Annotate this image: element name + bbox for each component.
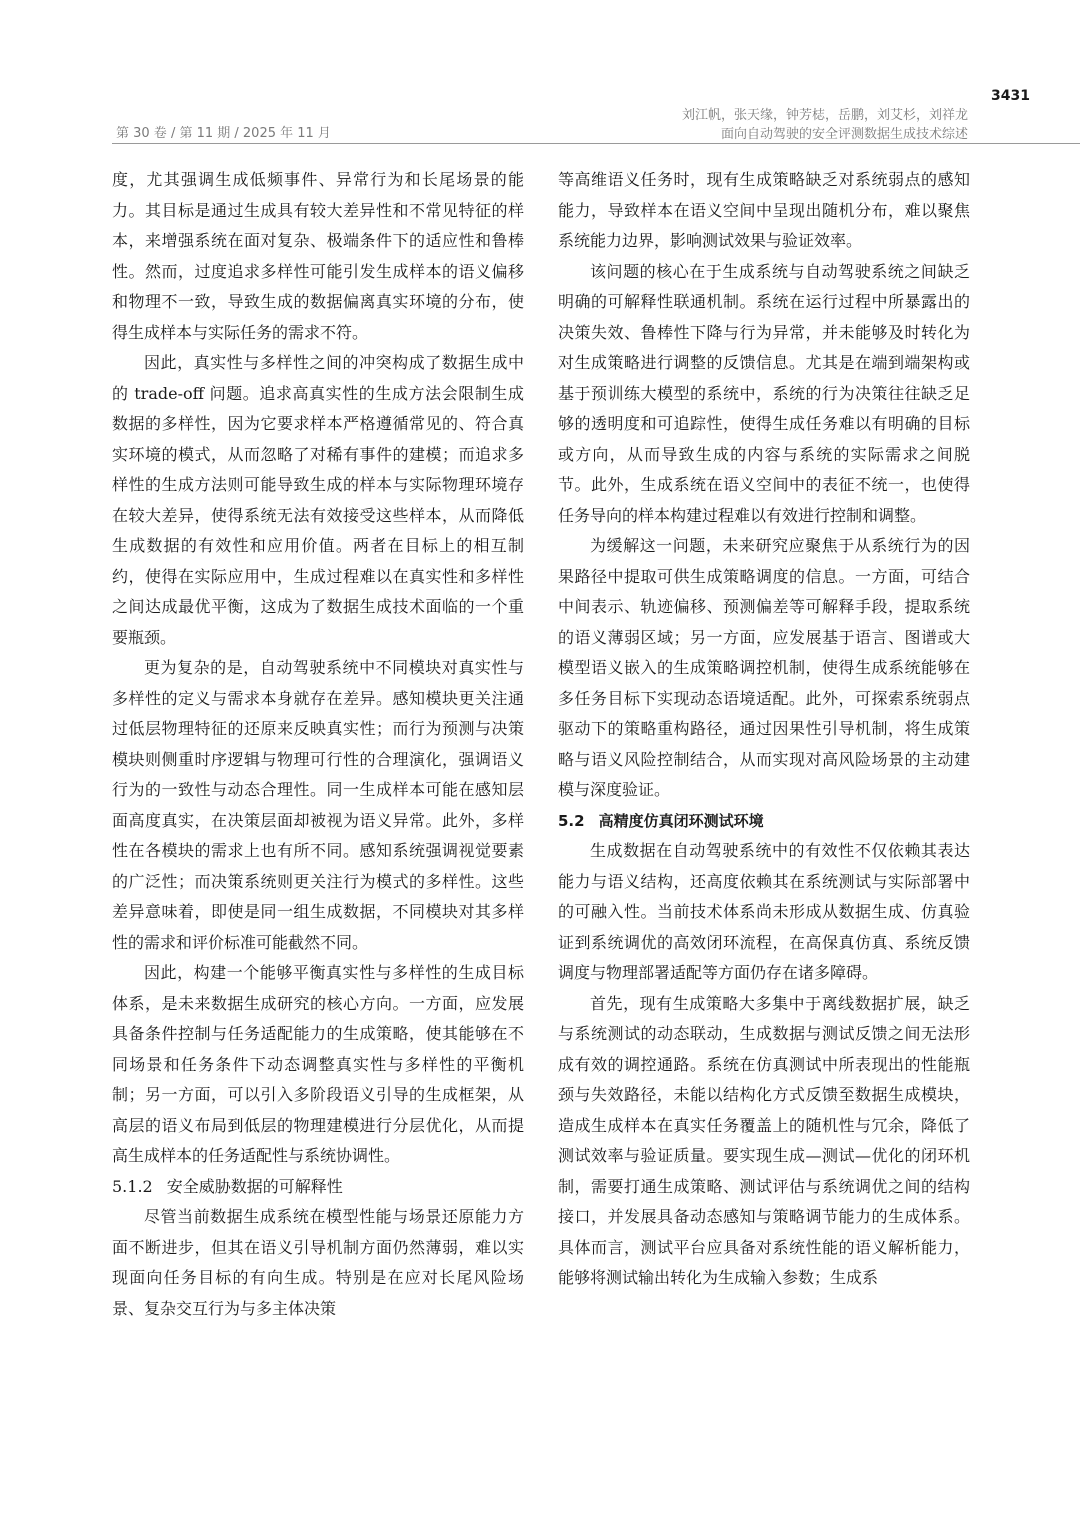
page-number: 3431 xyxy=(991,88,1030,104)
paragraph: 尽管当前数据生成系统在模型性能与场景还原能力方面不断进步，但其在语义引导机制方面仍然薄弱，难以实现面向任务目标的有向生成。特别是在应对长尾风险场景、复杂交互行为与多主体决策 xyxy=(112,1207,524,1318)
paragraph: 因此，构建一个能够平衡真实性与多样性的生成目标体系，是未来数据生成研究的核心方向。一方面，应发展具备条件控制与任务适配能力的生成策略，使其能够在不同场景和任务条件下动态调整真实性与多样性的平衡机制；另一方面，可以引入多阶段语义引导的生成框架，从高层的语义布局到低层的物理建模进行分层优化，从而提高生成样本的任务适配性与系统协调性。 xyxy=(112,963,524,1165)
left-column xyxy=(112,165,524,1324)
paragraph: 等高维语义任务时，现有生成策略缺乏对系统弱点的感知能力，导致样本在语义空间中呈现出随机分布，难以聚焦系统能力边界，影响测试效果与验证效率。 xyxy=(558,170,970,250)
paragraph: 更为复杂的是，自动驾驶系统中不同模块对真实性与多样性的定义与需求本身就存在差异。感知模块更关注通过低层物理特征的还原来反映真实性；而行为预测与决策模块则侧重时序逻辑与物理可行性的合理演化，强调语义行为的一致性与动态合理性。同一生成样本可能在感知层面高度真实，在决策层面却被视为语义异常。此外，多样性在各模块的需求上也有所不同。感知系统强调视觉要素的广泛性；而决策系统则更关注行为模式的多样性。这些差异意味着，即使是同一组生成数据，不同模块对其多样性的需求和评价标准可能截然不同。 xyxy=(112,658,524,952)
section-number: 5.2 xyxy=(558,811,585,830)
section-title: 高精度仿真闭环测试环境 xyxy=(598,811,764,830)
authors: 刘江帆，张天缘，钟芳梽，岳鹏，刘艾杉，刘祥龙 xyxy=(681,108,968,123)
page-header xyxy=(0,0,1080,150)
paragraph: 为缓解这一问题，未来研究应聚焦于从系统行为的因果路径中提取可供生成策略调度的信息。一方面，可结合中间表示、轨迹偏移、预测偏差等可解释手段，提取系统的语义薄弱区域；另一方面，应发展基于语言、图谱或大模型语义嵌入的生成策略调控机制，使得生成系统能够在多任务目标下实现动态语境适配。此外，可探索系统弱点驱动下的策略重构路径，通过因果性引导机制，将生成策略与语义风险控制结合，从而实现对高风险场景的主动建模与深度验证。 xyxy=(558,536,970,799)
section-heading xyxy=(558,806,970,837)
subsection-number: 5.1.2 xyxy=(112,1176,153,1196)
running-title: 面向自动驾驶的安全评测数据生成技术综述 xyxy=(720,127,968,142)
subsection-title: 安全威胁数据的可解释性 xyxy=(166,1176,343,1196)
paragraph: 该问题的核心在于生成系统与自动驾驶系统之间缺乏明确的可解释性联通机制。系统在运行过程中所暴露出的决策失效、鲁棒性下降与行为异常，并未能够及时转化为对生成策略进行调整的反馈信息。尤其是在端到端架构或基于预训练大模型的系统中，系统的行为决策往往缺乏足够的透明度和可追踪性，使得生成任务难以有明确的目标或方向，从而导致生成的内容与系统的实际需求之间脱节。此外，生成系统在语义空间中的表征不统一，也使得任务导向的样本构建过程难以有效进行控制和调整。 xyxy=(558,261,970,525)
paragraph: 生成数据在自动驾驶系统中的有效性不仅依赖其表达能力与语义结构，还高度依赖其在系统测试与实际部署中的可融入性。当前技术体系尚未形成从数据生成、仿真验证到系统调优的高效闭环流程，在高保真仿真、系统反馈调度与物理部署适配等方面仍存在诸多障碍。 xyxy=(558,841,970,982)
header-rule xyxy=(112,143,1080,144)
journal-info: 第 30 卷 / 第 11 期 / 2025 年 11 月 xyxy=(116,126,331,141)
paragraph: 度，尤其强调生成低频事件、异常行为和长尾场景的能力。其目标是通过生成具有较大差异性和不常见特征的样本，来增强系统在面对复杂、极端条件下的适应性和鲁棒性。然而，过度追求多样性可能引发生成样本的语义偏移和物理不一致，导致生成的数据偏离真实环境的分布，使得生成样本与实际任务的需求不符。 xyxy=(112,170,524,342)
paragraph: 因此，真实性与多样性之间的冲突构成了数据生成中的 trade-off 问题。追求高真实性的生成方法会限制生成数据的多样性，因为它要求样本严格遵循常见的、符合真实环境的模式，从而忽略了对稀有事件的建模；而追求多样性的生成方法则可能导致生成的样本与实际物理环境存在较大差异，使得系统无法有效接受这些样本，从而降低生成数据的有效性和应用价值。两者在目标上的相互制约，使得在实际应用中，生成过程难以在真实性和多样性之间达成最优平衡，这成为了数据生成技术面临的一个重要瓶颈。 xyxy=(112,353,524,647)
right-column xyxy=(558,165,970,1294)
paragraph: 首先，现有生成策略大多集中于离线数据扩展，缺乏与系统测试的动态联动，生成数据与测试反馈之间无法形成有效的调控通路。系统在仿真测试中所表现出的性能瓶颈与失效路径，未能以结构化方式反馈至数据生成模块，造成生成样本在真实任务覆盖上的随机性与冗余，降低了测试效率与验证质量。要实现生成—测试—优化的闭环机制，需要打通生成策略、测试评估与系统调优之间的结构接口，并发展具备动态感知与策略调节能力的生成体系。具体而言，测试平台应具备对系统性能的语义解析能力，能够将测试输出转化为生成输入参数；生成系 xyxy=(558,993,970,1287)
subsection-heading xyxy=(112,1172,524,1203)
